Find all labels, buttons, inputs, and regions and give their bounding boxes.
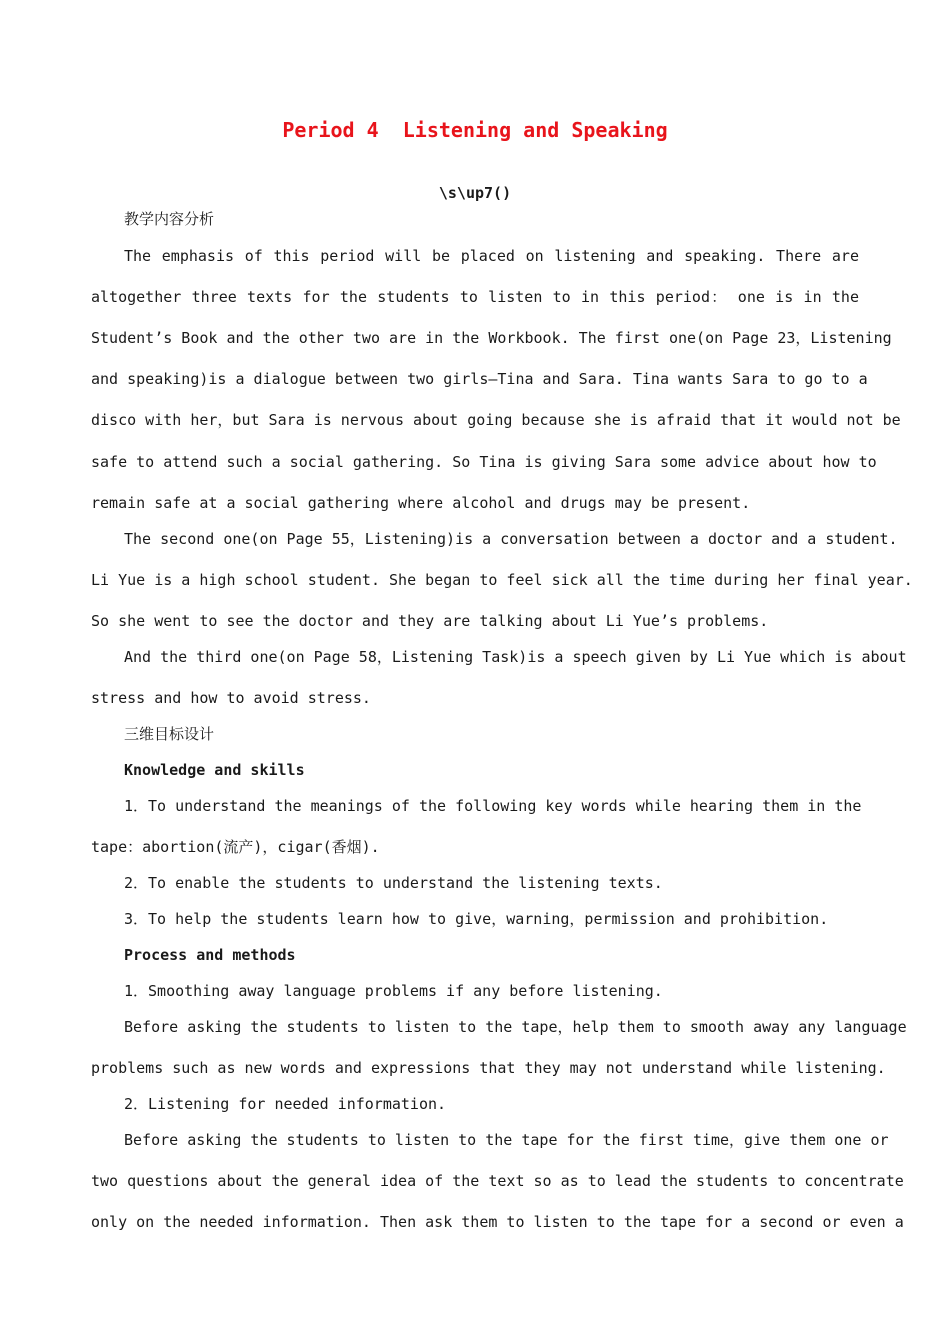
paragraph-line: safe to attend such a social gathering. So Tina is giving Sara some advice about how to	[91, 453, 877, 471]
paragraph-line: remain safe at a social gathering where alcohol and drugs may be present.	[91, 494, 751, 512]
paragraph-line: Before asking the students to listen to the tape for the first time，give them one or	[124, 1131, 889, 1149]
paragraph-line: The emphasis of this period will be placed on listening and speaking. There are	[124, 247, 859, 265]
list-item: 2．To enable the students to understand the listening texts.	[124, 874, 663, 892]
section-heading-content-analysis: 教学内容分析	[124, 210, 215, 228]
paragraph-line: and speaking)is a dialogue between two girls—Tina and Sara. Tina wants Sara to go to a	[91, 370, 868, 388]
paragraph-line: Li Yue is a high school student. She began to feel sick all the time during her final year.	[91, 571, 913, 589]
subheading-knowledge-skills: Knowledge and skills	[124, 761, 305, 779]
paragraph-line: two questions about the general idea of the text so as to lead the students to concentrate	[91, 1172, 904, 1190]
subheading-process-methods: Process and methods	[124, 946, 296, 964]
list-item: 1．Smoothing away language problems if any before listening.	[124, 982, 663, 1000]
page-subtitle: \s\up7()	[438, 184, 512, 202]
paragraph-line: problems such as new words and expressions that they may not understand while listening.	[91, 1059, 886, 1077]
paragraph-line: altogether three texts for the students to listen to in this period： one is in the	[91, 288, 859, 306]
paragraph-line: Student’s Book and the other two are in the Workbook. The first one(on Page 23，Listening	[91, 329, 892, 347]
paragraph-line: disco with her，but Sara is nervous about going because she is afraid that it would not be	[91, 411, 901, 429]
list-item: 1．To understand the meanings of the following key words while hearing them in the	[124, 797, 862, 815]
paragraph-line: stress and how to avoid stress.	[91, 689, 371, 707]
paragraph-line: only on the needed information. Then ask them to listen to the tape for a second or even a	[91, 1213, 904, 1231]
paragraph-line: And the third one(on Page 58，Listening Task)is a speech given by Li Yue which is about	[124, 648, 907, 666]
paragraph-line: The second one(on Page 55，Listening)is a conversation between a doctor and a student.	[124, 530, 898, 548]
page-title: Period 4 Listening and Speaking	[282, 118, 668, 142]
paragraph-line: So she went to see the doctor and they are talking about Li Yue’s problems.	[91, 612, 769, 630]
section-heading-objectives: 三维目标设计	[124, 725, 215, 743]
list-item: 2．Listening for needed information.	[124, 1095, 447, 1113]
list-item-continuation: tape：abortion(流产)，cigar(香烟).	[91, 838, 380, 856]
paragraph-line: Before asking the students to listen to the tape，help them to smooth away any language	[124, 1018, 907, 1036]
list-item: 3．To help the students learn how to give，warning，permission and prohibition.	[124, 910, 829, 928]
